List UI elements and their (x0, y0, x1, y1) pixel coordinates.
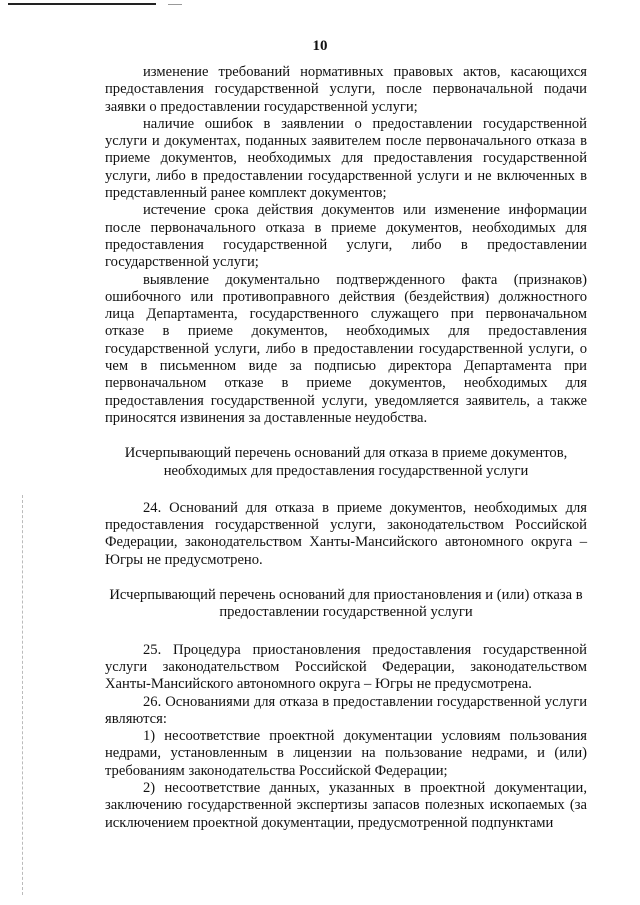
document-body (105, 64, 587, 832)
section-heading: Исчерпывающий перечень оснований для отказа в приеме документов, необходимых для предоставления государственной услуги (124, 445, 568, 479)
paragraph: истечение срока действия документов или изменение информации после первоначального отказа в приеме документов, необходимых для предоставления государственной услуги, либо в предоставлении государственной услуги; (105, 202, 587, 271)
spacer (105, 427, 587, 445)
paragraph: изменение требований нормативных правовых актов, касающихся предоставления государственной услуги, после первоначальной подачи заявки о предоставлении государственной услуги; (105, 64, 587, 115)
paragraph-24: 24. Оснований для отказа в приеме документов, необходимых для предоставления государственной услуги, законодательством Российской Федерации, законодательством Ханты-Мансийского автономного округа – Югры не предусмотрено. (105, 499, 587, 568)
scan-artifact-mark (168, 4, 182, 5)
list-item-2: 2) несоответствие данных, указанных в проектной документации, заключению государственной экспертизы запасов полезных ископаемых (за исключением проектной документации, предусмотренной подпунктами (105, 779, 587, 831)
paragraph-25: 25. Процедура приостановления предоставления государственной услуги законодательством Российской Федерации, законодательством Ханты-Мансийского автономного округа – Югры не предусмотрена. (105, 641, 587, 693)
binding-edge-line (22, 495, 23, 895)
paragraph: наличие ошибок в заявлении о предоставлении государственной услуги и документах, поданных заявителем после первоначального отказа в приеме документов, необходимых для предоставления государственной услуги, либо в предоставлении государственной услуги и не включенных в представленный ранее комплект документов; (105, 115, 587, 202)
spacer (105, 569, 587, 587)
spacer (105, 622, 587, 642)
paragraph: выявление документально подтвержденного факта (признаков) ошибочного или противоправного действия (бездействия) должностного лица Департамента, государственного служащего при первоначальном отказе в приеме документов, необходимых для предоставления государственной услуги, либо в предоставлении государственной услуги, о чем в письменном виде за подписью директора Департамента при первоначальном отказе в приеме документов, необходимых для предоставления государственной услуги, уведомляется заявитель, а также приносятся извинения за доставленные неудобства. (105, 271, 587, 426)
page-number: 10 (312, 38, 328, 54)
list-item-1: 1) несоответствие проектной документации условиям пользования недрами, установленным в лицензии на пользование недрами, и (или) требованиям законодательства Российской Федерации; (105, 728, 587, 779)
spacer (105, 480, 587, 500)
scan-artifact-line (8, 3, 156, 5)
paragraph-26: 26. Основаниями для отказа в предоставлении государственной услуги являются: (105, 693, 587, 727)
section-heading: Исчерпывающий перечень оснований для приостановления и (или) отказа в предоставлении государственной услуги (109, 587, 583, 621)
